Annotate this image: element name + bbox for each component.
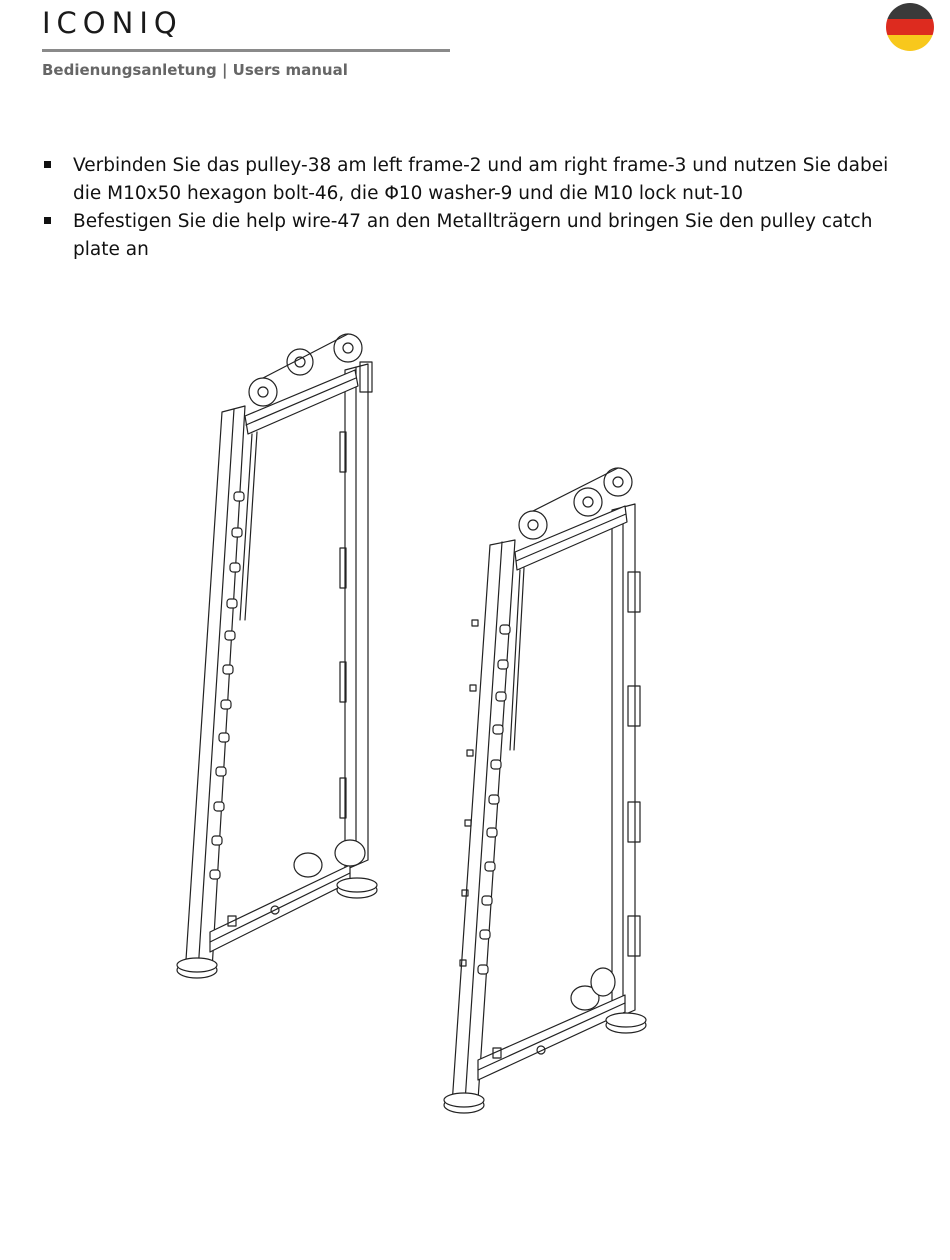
german-flag-icon (886, 3, 934, 51)
instruction-text: Verbinden Sie das pulley-38 am left frame-2 und am right frame-3 und nutzen Sie dabei die M10x50 hexagon bolt-46, die Φ10 washer-9 und die M10 lock nut-10 (73, 155, 889, 204)
document-subtitle: Bedienungsanletung | Users manual (42, 61, 348, 79)
right-frame (444, 468, 646, 1113)
bullet-icon (44, 161, 51, 168)
flag-stripe-black (886, 3, 934, 19)
flag-stripe-red (886, 19, 934, 35)
header-divider (42, 49, 450, 52)
flag-stripe-gold (886, 35, 934, 51)
instruction-list (42, 152, 912, 264)
left-frame (177, 334, 377, 978)
pulley-frame-assembly-drawing-icon (160, 320, 660, 1130)
bullet-icon (44, 217, 51, 224)
brand-logo: ICONIQ (42, 6, 183, 40)
instruction-item (42, 152, 912, 208)
instruction-item (42, 208, 912, 264)
instruction-text: Befestigen Sie die help wire-47 an den Metallträgern und bringen Sie den pulley catch plate an (73, 211, 873, 260)
